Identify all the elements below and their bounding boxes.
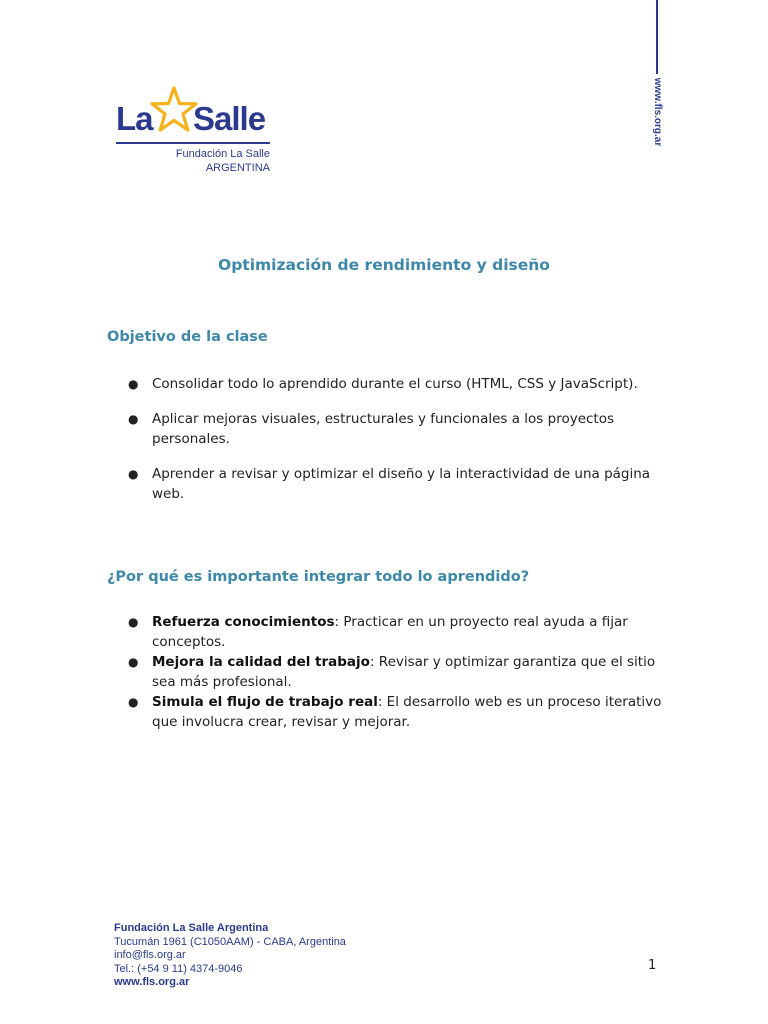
bullet-dot: ● (128, 377, 139, 391)
logo-word-salle: Salle (193, 100, 266, 137)
list-item (128, 374, 663, 394)
list-item (128, 652, 663, 692)
list-item (128, 409, 663, 449)
list-item-text: : Practicar en un proyecto real ayuda a fijar conceptos. (152, 614, 628, 650)
logo-subtitle-country: ARGENTINA (205, 162, 270, 174)
la-salle-logo (116, 86, 276, 176)
list-item-text: : El desarrollo web es un proceso iterativo que involucra crear, revisar y mejorar. (152, 694, 662, 730)
footer-org-name: Fundación La Salle Argentina (114, 922, 269, 934)
footer-website-link[interactable]: www.fls.org.ar (114, 976, 190, 988)
section-heading-objetivo: Objetivo de la clase (107, 329, 268, 345)
document-title: Optimización de rendimiento y diseño (218, 256, 550, 274)
bullet-dot: ● (128, 655, 139, 669)
list-item-bold: Mejora la calidad del trabajo (152, 654, 370, 670)
list-item (128, 612, 663, 652)
bullet-dot: ● (128, 615, 139, 629)
list-item-text: Aplicar mejoras visuales, estructurales y funcionales a los proyectos personales. (152, 411, 615, 447)
list-item (128, 464, 663, 504)
side-website-url: www.fls.org.ar (652, 77, 663, 147)
list-item (128, 692, 663, 732)
section-heading-importance: ¿Por qué es importante integrar todo lo aprendido? (107, 569, 530, 585)
list-item-text: Consolidar todo lo aprendido durante el curso (HTML, CSS y JavaScript). (152, 376, 638, 392)
star-icon (150, 86, 198, 134)
bullet-dot: ● (128, 412, 139, 426)
bullet-dot: ● (128, 467, 139, 481)
logo-rule (116, 142, 270, 144)
footer-contact (114, 922, 346, 990)
footer-email-link[interactable]: info@fls.org.ar (114, 949, 186, 961)
logo-subtitle-foundation: Fundación La Salle (175, 148, 270, 160)
list-item-bold: Refuerza conocimientos (152, 614, 335, 630)
list-item-bold: Simula el flujo de trabajo real (152, 694, 378, 710)
objectives-list (128, 374, 663, 519)
list-item-text: : Revisar y optimizar garantiza que el sitio sea más profesional. (152, 654, 656, 690)
footer-phone: Tel.: (+54 9 11) 4374-9046 (114, 962, 243, 975)
importance-list (128, 612, 663, 732)
logo-word-la: La (116, 100, 153, 137)
page-number: 1 (648, 958, 657, 973)
list-item-text: Aprender a revisar y optimizar el diseño y la interactividad de una página web. (152, 466, 651, 502)
bullet-dot: ● (128, 695, 139, 709)
footer-address: Tucumán 1961 (C1050AAM) - CABA, Argentina (114, 935, 346, 948)
